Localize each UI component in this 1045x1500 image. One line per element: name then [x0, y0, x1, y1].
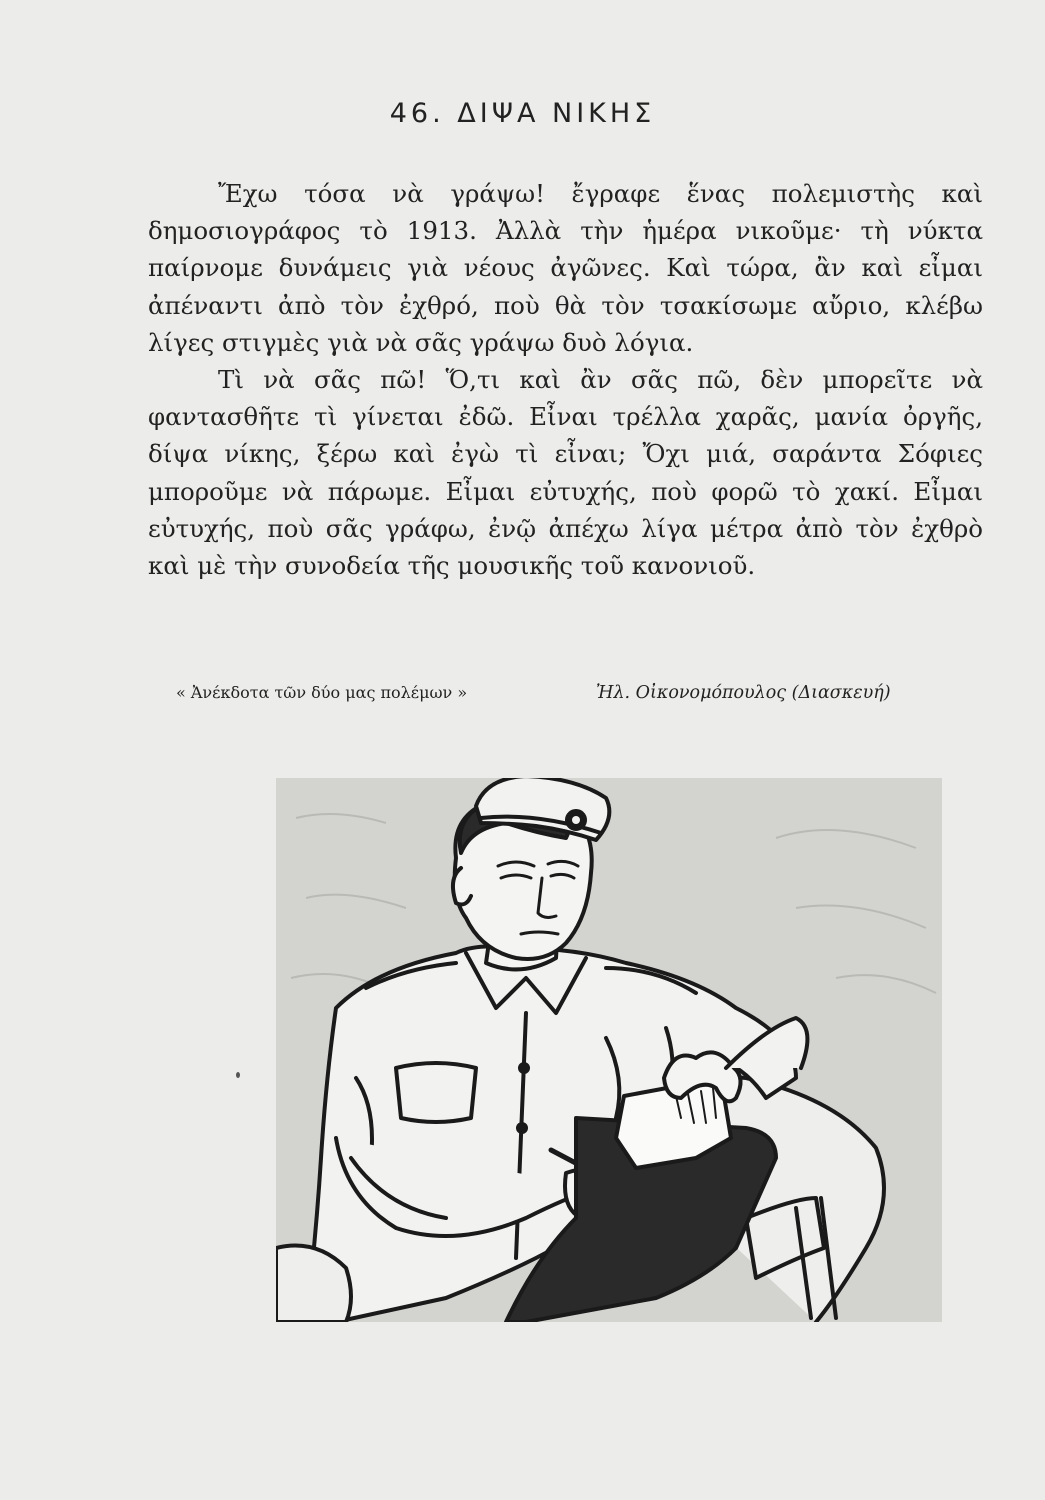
body-text [148, 175, 983, 584]
paragraph-1: Ἔχω τόσα νὰ γράψω! ἔγραφε ἕνας πολεμιστὴς καὶ δημοσιογράφος τὸ 1913. Ἀλλὰ τὴν ἡμέρα νικοῦμε· τὴ νύκτα παίρνομε δυνάμεις γιὰ νέους ἀγῶνες. Καὶ τώρα, ἂν καὶ εἶμαι ἀπέναντι ἀπὸ τὸν ἐχθρό, ποὺ θὰ τὸν τσακίσωμε αὔριο, κλέβω λίγες στιγμὲς γιὰ νὰ σᾶς γράψω δυὸ λόγια. [148, 179, 983, 357]
paragraph-2: Τὶ νὰ σᾶς πῶ! Ὅ,τι καὶ ἂν σᾶς πῶ, δὲν μπορεῖτε νὰ φαντασθῆτε τὶ γίνεται ἐδῶ. Εἶναι τρέλλα χαρᾶς, μανία ὀργῆς, δίψα νίκης, ξέρω καὶ ἐγὼ τὶ εἶναι; Ὄχι μιά, σαράντα Σόφιες μποροῦμε νὰ πάρωμε. Εἶμαι εὐτυχής, ποὺ φορῶ τὸ χακί. Εἶμαι εὐτυχής, ποὺ σᾶς γράφω, ἐνῷ ἀπέχω λίγα μέτρα ἀπὸ τὸν ἐχθρὸ καὶ μὲ τὴν συνοδεία τῆς μουσικῆς τοῦ κανονιοῦ. [148, 365, 983, 581]
soldier-writing-illustration [276, 778, 942, 1322]
chapter-title: 46. ΔΙΨΑ ΝΙΚΗΣ [389, 98, 656, 129]
source-book-title: « Ἀνέκδοτα τῶν δύο μας πολέμων » [176, 683, 468, 702]
source-author: Ἠλ. Οἰκονομόπουλος (Διασκευή) [596, 683, 891, 703]
print-speck [236, 1072, 240, 1078]
